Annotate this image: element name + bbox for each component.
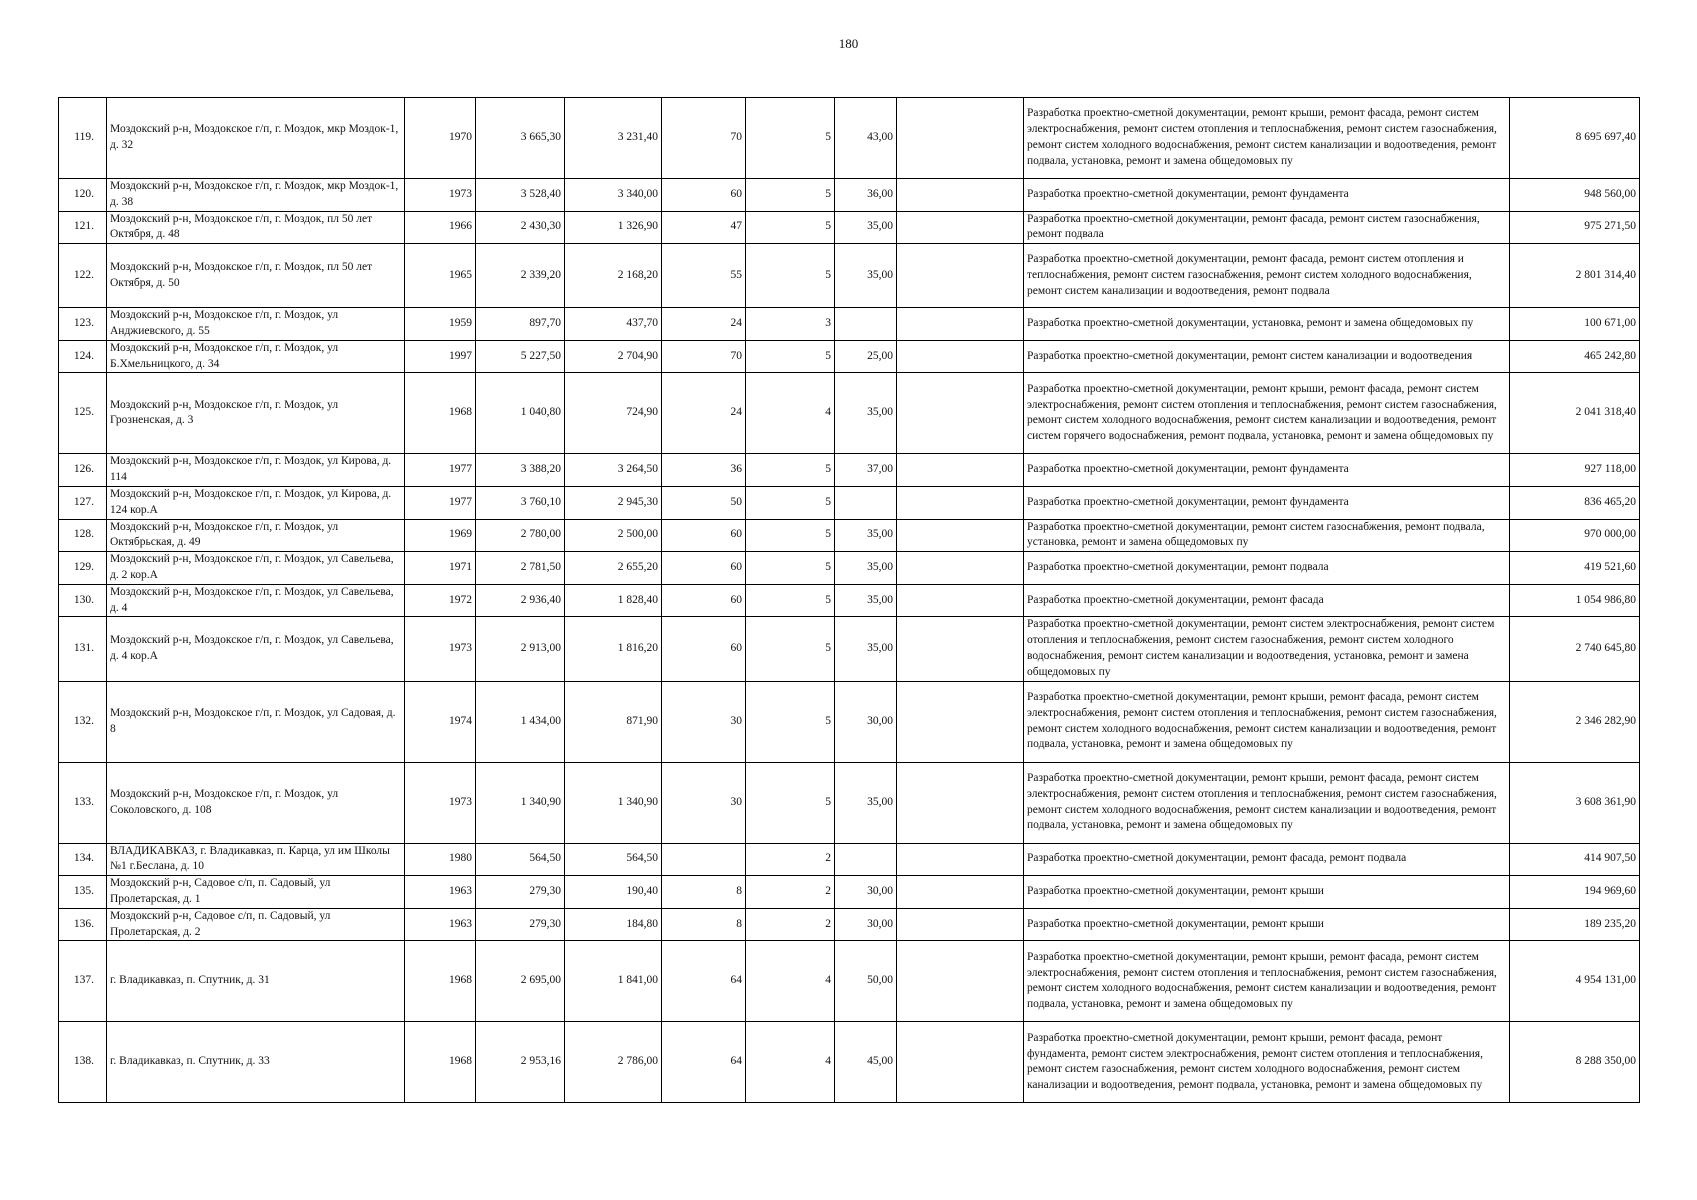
extra-cell [897, 941, 1024, 1022]
table-row [59, 941, 1640, 1022]
wear-cell: 37,00 [835, 454, 897, 487]
total-area-cell: 3 528,40 [476, 179, 565, 212]
wear-cell [835, 308, 897, 341]
floors-cell: 2 [746, 843, 835, 876]
total-area-cell: 2 430,30 [476, 211, 565, 244]
residents-cell: 60 [662, 519, 746, 552]
row-number-cell: 127. [59, 486, 107, 519]
total-area-cell: 2 780,00 [476, 519, 565, 552]
cost-cell: 2 801 314,40 [1510, 244, 1640, 308]
table-row [59, 617, 1640, 681]
works-cell: Разработка проектно-сметной документации, ремонт фундамента [1024, 179, 1510, 212]
address-cell: ВЛАДИКАВКАЗ, г. Владикавказ, п. Карца, ул им Школы №1 г.Беслана, д. 10 [107, 843, 405, 876]
year-cell: 1969 [405, 519, 476, 552]
living-area-cell: 3 340,00 [565, 179, 662, 212]
year-cell: 1973 [405, 762, 476, 843]
year-cell: 1977 [405, 486, 476, 519]
wear-cell: 35,00 [835, 617, 897, 681]
cost-cell: 8 288 350,00 [1510, 1022, 1640, 1103]
living-area-cell: 437,70 [565, 308, 662, 341]
living-area-cell: 1 326,90 [565, 211, 662, 244]
address-cell: Моздокский р-н, Моздокское г/п, г. Моздок, пл 50 лет Октября, д. 48 [107, 211, 405, 244]
year-cell: 1971 [405, 552, 476, 585]
residents-cell: 36 [662, 454, 746, 487]
floors-cell: 4 [746, 373, 835, 454]
floors-cell: 5 [746, 584, 835, 617]
row-number-cell: 132. [59, 681, 107, 762]
extra-cell [897, 373, 1024, 454]
row-number-cell: 133. [59, 762, 107, 843]
table-row [59, 876, 1640, 909]
table-row [59, 179, 1640, 212]
cost-cell: 927 118,00 [1510, 454, 1640, 487]
works-cell: Разработка проектно-сметной документации, ремонт систем газоснабжения, ремонт подвала, установка, ремонт и замена общедомовых пу [1024, 519, 1510, 552]
living-area-cell: 1 340,90 [565, 762, 662, 843]
wear-cell: 35,00 [835, 552, 897, 585]
extra-cell [897, 876, 1024, 909]
cost-cell: 1 054 986,80 [1510, 584, 1640, 617]
total-area-cell: 279,30 [476, 876, 565, 909]
residents-cell: 8 [662, 876, 746, 909]
works-cell: Разработка проектно-сметной документации, ремонт крыши [1024, 908, 1510, 941]
works-cell: Разработка проектно-сметной документации, ремонт крыши, ремонт фасада, ремонт систем электроснабжения, ремонт систем отопления и теплоснабжения, ремонт систем газоснабжения, ремонт систем холодного водоснабжения, ремонт систем канализации и водоотведения, ремонт подвала, установка, ремонт и замена общедомовых пу [1024, 681, 1510, 762]
living-area-cell: 2 655,20 [565, 552, 662, 585]
living-area-cell: 190,40 [565, 876, 662, 909]
extra-cell [897, 681, 1024, 762]
total-area-cell: 897,70 [476, 308, 565, 341]
living-area-cell: 2 500,00 [565, 519, 662, 552]
residents-cell: 30 [662, 681, 746, 762]
wear-cell: 35,00 [835, 584, 897, 617]
extra-cell [897, 617, 1024, 681]
works-cell: Разработка проектно-сметной документации, ремонт крыши, ремонт фасада, ремонт систем электроснабжения, ремонт систем отопления и теплоснабжения, ремонт систем газоснабжения, ремонт систем холодного водоснабжения, ремонт систем канализации и водоотведения, ремонт подвала, установка, ремонт и замена общедомовых пу [1024, 98, 1510, 179]
year-cell: 1963 [405, 908, 476, 941]
total-area-cell: 1 040,80 [476, 373, 565, 454]
works-cell: Разработка проектно-сметной документации, ремонт крыши, ремонт фасада, ремонт систем электроснабжения, ремонт систем отопления и теплоснабжения, ремонт систем газоснабжения, ремонт систем холодного водоснабжения, ремонт систем канализации и водоотведения, ремонт подвала, установка, ремонт и замена общедомовых пу [1024, 762, 1510, 843]
floors-cell: 4 [746, 941, 835, 1022]
total-area-cell: 3 388,20 [476, 454, 565, 487]
year-cell: 1959 [405, 308, 476, 341]
table-row [59, 762, 1640, 843]
residents-cell: 60 [662, 179, 746, 212]
living-area-cell: 1 828,40 [565, 584, 662, 617]
works-cell: Разработка проектно-сметной документации, ремонт фасада [1024, 584, 1510, 617]
works-cell: Разработка проектно-сметной документации, ремонт крыши [1024, 876, 1510, 909]
year-cell: 1968 [405, 941, 476, 1022]
living-area-cell: 2 168,20 [565, 244, 662, 308]
living-area-cell: 1 841,00 [565, 941, 662, 1022]
wear-cell [835, 486, 897, 519]
year-cell: 1977 [405, 454, 476, 487]
residents-cell: 60 [662, 617, 746, 681]
extra-cell [897, 454, 1024, 487]
works-cell: Разработка проектно-сметной документации, ремонт подвала [1024, 552, 1510, 585]
wear-cell: 35,00 [835, 244, 897, 308]
table-body [59, 98, 1640, 1103]
works-cell: Разработка проектно-сметной документации, ремонт фундамента [1024, 454, 1510, 487]
table-row [59, 373, 1640, 454]
address-cell: Моздокский р-н, Моздокское г/п, г. Моздок, ул Кирова, д. 124 кор.А [107, 486, 405, 519]
row-number-cell: 131. [59, 617, 107, 681]
living-area-cell: 3 264,50 [565, 454, 662, 487]
works-cell: Разработка проектно-сметной документации, ремонт крыши, ремонт фасада, ремонт систем электроснабжения, ремонт систем отопления и теплоснабжения, ремонт систем газоснабжения, ремонт систем холодного водоснабжения, ремонт систем канализации и водоотведения, ремонт подвала, установка, ремонт и замена общедомовых пу [1024, 941, 1510, 1022]
year-cell: 1973 [405, 617, 476, 681]
table-row [59, 244, 1640, 308]
total-area-cell: 2 695,00 [476, 941, 565, 1022]
wear-cell: 36,00 [835, 179, 897, 212]
extra-cell [897, 244, 1024, 308]
cost-cell: 419 521,60 [1510, 552, 1640, 585]
total-area-cell: 2 936,40 [476, 584, 565, 617]
total-area-cell: 1 340,90 [476, 762, 565, 843]
works-cell: Разработка проектно-сметной документации, ремонт систем электроснабжения, ремонт систем отопления и теплоснабжения, ремонт систем газоснабжения, ремонт систем холодного водоснабжения, ремонт систем канализации и водоотведения, установка, ремонт и замена общедомовых пу [1024, 617, 1510, 681]
residents-cell: 64 [662, 941, 746, 1022]
living-area-cell: 724,90 [565, 373, 662, 454]
floors-cell: 5 [746, 617, 835, 681]
table-row [59, 908, 1640, 941]
row-number-cell: 123. [59, 308, 107, 341]
year-cell: 1973 [405, 179, 476, 212]
extra-cell [897, 843, 1024, 876]
total-area-cell: 3 665,30 [476, 98, 565, 179]
cost-cell: 3 608 361,90 [1510, 762, 1640, 843]
floors-cell: 5 [746, 454, 835, 487]
extra-cell [897, 179, 1024, 212]
extra-cell [897, 519, 1024, 552]
table-row [59, 308, 1640, 341]
row-number-cell: 124. [59, 340, 107, 373]
year-cell: 1968 [405, 1022, 476, 1103]
table-row [59, 340, 1640, 373]
floors-cell: 5 [746, 98, 835, 179]
cost-cell: 100 671,00 [1510, 308, 1640, 341]
residents-cell [662, 843, 746, 876]
row-number-cell: 128. [59, 519, 107, 552]
living-area-cell: 1 816,20 [565, 617, 662, 681]
cost-cell: 194 969,60 [1510, 876, 1640, 909]
year-cell: 1966 [405, 211, 476, 244]
table-row [59, 98, 1640, 179]
extra-cell [897, 308, 1024, 341]
floors-cell: 5 [746, 681, 835, 762]
address-cell: Моздокский р-н, Моздокское г/п, г. Моздок, ул Октябрьская, д. 49 [107, 519, 405, 552]
floors-cell: 5 [746, 340, 835, 373]
residents-cell: 24 [662, 373, 746, 454]
residents-cell: 60 [662, 552, 746, 585]
extra-cell [897, 584, 1024, 617]
year-cell: 1970 [405, 98, 476, 179]
extra-cell [897, 908, 1024, 941]
works-cell: Разработка проектно-сметной документации, ремонт фундамента [1024, 486, 1510, 519]
residents-cell: 30 [662, 762, 746, 843]
cost-cell: 2 740 645,80 [1510, 617, 1640, 681]
residents-cell: 60 [662, 584, 746, 617]
address-cell: Моздокский р-н, Садовое с/п, п. Садовый, ул Пролетарская, д. 1 [107, 876, 405, 909]
floors-cell: 3 [746, 308, 835, 341]
table-row [59, 1022, 1640, 1103]
year-cell: 1980 [405, 843, 476, 876]
living-area-cell: 184,80 [565, 908, 662, 941]
living-area-cell: 871,90 [565, 681, 662, 762]
extra-cell [897, 340, 1024, 373]
total-area-cell: 2 953,16 [476, 1022, 565, 1103]
table-row [59, 552, 1640, 585]
address-cell: г. Владикавказ, п. Спутник, д. 31 [107, 941, 405, 1022]
living-area-cell: 2 786,00 [565, 1022, 662, 1103]
table-row [59, 519, 1640, 552]
address-cell: Моздокский р-н, Моздокское г/п, г. Моздок, мкр Моздок-1, д. 32 [107, 98, 405, 179]
buildings-table [58, 97, 1640, 1103]
wear-cell [835, 843, 897, 876]
table-row [59, 681, 1640, 762]
year-cell: 1974 [405, 681, 476, 762]
total-area-cell: 564,50 [476, 843, 565, 876]
cost-cell: 4 954 131,00 [1510, 941, 1640, 1022]
total-area-cell: 2 913,00 [476, 617, 565, 681]
works-cell: Разработка проектно-сметной документации, ремонт фасада, ремонт подвала [1024, 843, 1510, 876]
total-area-cell: 5 227,50 [476, 340, 565, 373]
address-cell: Моздокский р-н, Моздокское г/п, г. Моздок, пл 50 лет Октября, д. 50 [107, 244, 405, 308]
residents-cell: 55 [662, 244, 746, 308]
cost-cell: 465 242,80 [1510, 340, 1640, 373]
floors-cell: 5 [746, 244, 835, 308]
address-cell: Моздокский р-н, Садовое с/п, п. Садовый, ул Пролетарская, д. 2 [107, 908, 405, 941]
wear-cell: 35,00 [835, 519, 897, 552]
works-cell: Разработка проектно-сметной документации, ремонт крыши, ремонт фасада, ремонт фундамента, ремонт систем электроснабжения, ремонт систем отопления и теплоснабжения, ремонт систем газоснабжения, ремонт систем холодного водоснабжения, ремонт систем канализации и водоотведения, ремонт подвала, установка, ремонт и замена общедомовых пу [1024, 1022, 1510, 1103]
address-cell: Моздокский р-н, Моздокское г/п, г. Моздок, ул Б.Хмельницкого, д. 34 [107, 340, 405, 373]
address-cell: Моздокский р-н, Моздокское г/п, г. Моздок, ул Анджиевского, д. 55 [107, 308, 405, 341]
works-cell: Разработка проектно-сметной документации, ремонт фасада, ремонт систем газоснабжения, ремонт подвала [1024, 211, 1510, 244]
floors-cell: 5 [746, 211, 835, 244]
row-number-cell: 130. [59, 584, 107, 617]
address-cell: Моздокский р-н, Моздокское г/п, г. Моздок, ул Соколовского, д. 108 [107, 762, 405, 843]
address-cell: Моздокский р-н, Моздокское г/п, г. Моздок, ул Кирова, д. 114 [107, 454, 405, 487]
floors-cell: 5 [746, 486, 835, 519]
extra-cell [897, 211, 1024, 244]
residents-cell: 50 [662, 486, 746, 519]
extra-cell [897, 486, 1024, 519]
living-area-cell: 2 945,30 [565, 486, 662, 519]
year-cell: 1972 [405, 584, 476, 617]
residents-cell: 8 [662, 908, 746, 941]
cost-cell: 836 465,20 [1510, 486, 1640, 519]
living-area-cell: 3 231,40 [565, 98, 662, 179]
total-area-cell: 2 781,50 [476, 552, 565, 585]
total-area-cell: 279,30 [476, 908, 565, 941]
floors-cell: 2 [746, 876, 835, 909]
table-row [59, 211, 1640, 244]
row-number-cell: 136. [59, 908, 107, 941]
cost-cell: 2 041 318,40 [1510, 373, 1640, 454]
floors-cell: 5 [746, 552, 835, 585]
floors-cell: 5 [746, 762, 835, 843]
row-number-cell: 126. [59, 454, 107, 487]
wear-cell: 43,00 [835, 98, 897, 179]
address-cell: Моздокский р-н, Моздокское г/п, г. Моздок, ул Грозненская, д. 3 [107, 373, 405, 454]
page-number: 180 [838, 36, 859, 51]
row-number-cell: 120. [59, 179, 107, 212]
table-row [59, 486, 1640, 519]
floors-cell: 4 [746, 1022, 835, 1103]
residents-cell: 64 [662, 1022, 746, 1103]
works-cell: Разработка проектно-сметной документации, ремонт систем канализации и водоотведения [1024, 340, 1510, 373]
year-cell: 1997 [405, 340, 476, 373]
extra-cell [897, 1022, 1024, 1103]
wear-cell: 50,00 [835, 941, 897, 1022]
address-cell: г. Владикавказ, п. Спутник, д. 33 [107, 1022, 405, 1103]
extra-cell [897, 552, 1024, 585]
cost-cell: 2 346 282,90 [1510, 681, 1640, 762]
row-number-cell: 129. [59, 552, 107, 585]
wear-cell: 30,00 [835, 876, 897, 909]
row-number-cell: 137. [59, 941, 107, 1022]
total-area-cell: 2 339,20 [476, 244, 565, 308]
wear-cell: 30,00 [835, 908, 897, 941]
cost-cell: 189 235,20 [1510, 908, 1640, 941]
address-cell: Моздокский р-н, Моздокское г/п, г. Моздок, ул Савельева, д. 4 [107, 584, 405, 617]
works-cell: Разработка проектно-сметной документации, ремонт крыши, ремонт фасада, ремонт систем электроснабжения, ремонт систем отопления и теплоснабжения, ремонт систем газоснабжения, ремонт систем холодного водоснабжения, ремонт систем канализации и водоотведения, ремонт систем горячего водоснабжения, ремонт подвала, установка, ремонт и замена общедомовых пу [1024, 373, 1510, 454]
row-number-cell: 122. [59, 244, 107, 308]
residents-cell: 47 [662, 211, 746, 244]
year-cell: 1965 [405, 244, 476, 308]
living-area-cell: 2 704,90 [565, 340, 662, 373]
floors-cell: 5 [746, 179, 835, 212]
year-cell: 1968 [405, 373, 476, 454]
total-area-cell: 1 434,00 [476, 681, 565, 762]
address-cell: Моздокский р-н, Моздокское г/п, г. Моздок, ул Садовая, д. 8 [107, 681, 405, 762]
residents-cell: 70 [662, 98, 746, 179]
works-cell: Разработка проектно-сметной документации, ремонт фасада, ремонт систем отопления и теплоснабжения, ремонт систем газоснабжения, ремонт систем холодного водоснабжения, ремонт систем канализации и водоотведения, ремонт подвала [1024, 244, 1510, 308]
row-number-cell: 138. [59, 1022, 107, 1103]
cost-cell: 948 560,00 [1510, 179, 1640, 212]
year-cell: 1963 [405, 876, 476, 909]
floors-cell: 5 [746, 519, 835, 552]
works-cell: Разработка проектно-сметной документации, установка, ремонт и замена общедомовых пу [1024, 308, 1510, 341]
cost-cell: 414 907,50 [1510, 843, 1640, 876]
row-number-cell: 135. [59, 876, 107, 909]
extra-cell [897, 762, 1024, 843]
table-row [59, 454, 1640, 487]
cost-cell: 975 271,50 [1510, 211, 1640, 244]
wear-cell: 35,00 [835, 373, 897, 454]
wear-cell: 45,00 [835, 1022, 897, 1103]
address-cell: Моздокский р-н, Моздокское г/п, г. Моздок, ул Савельева, д. 2 кор.А [107, 552, 405, 585]
residents-cell: 70 [662, 340, 746, 373]
address-cell: Моздокский р-н, Моздокское г/п, г. Моздок, мкр Моздок-1, д. 38 [107, 179, 405, 212]
total-area-cell: 3 760,10 [476, 486, 565, 519]
wear-cell: 35,00 [835, 211, 897, 244]
cost-cell: 970 000,00 [1510, 519, 1640, 552]
cost-cell: 8 695 697,40 [1510, 98, 1640, 179]
row-number-cell: 119. [59, 98, 107, 179]
living-area-cell: 564,50 [565, 843, 662, 876]
table-row [59, 843, 1640, 876]
address-cell: Моздокский р-н, Моздокское г/п, г. Моздок, ул Савельева, д. 4 кор.А [107, 617, 405, 681]
floors-cell: 2 [746, 908, 835, 941]
wear-cell: 35,00 [835, 762, 897, 843]
wear-cell: 25,00 [835, 340, 897, 373]
row-number-cell: 134. [59, 843, 107, 876]
table-row [59, 584, 1640, 617]
extra-cell [897, 98, 1024, 179]
row-number-cell: 125. [59, 373, 107, 454]
residents-cell: 24 [662, 308, 746, 341]
row-number-cell: 121. [59, 211, 107, 244]
wear-cell: 30,00 [835, 681, 897, 762]
